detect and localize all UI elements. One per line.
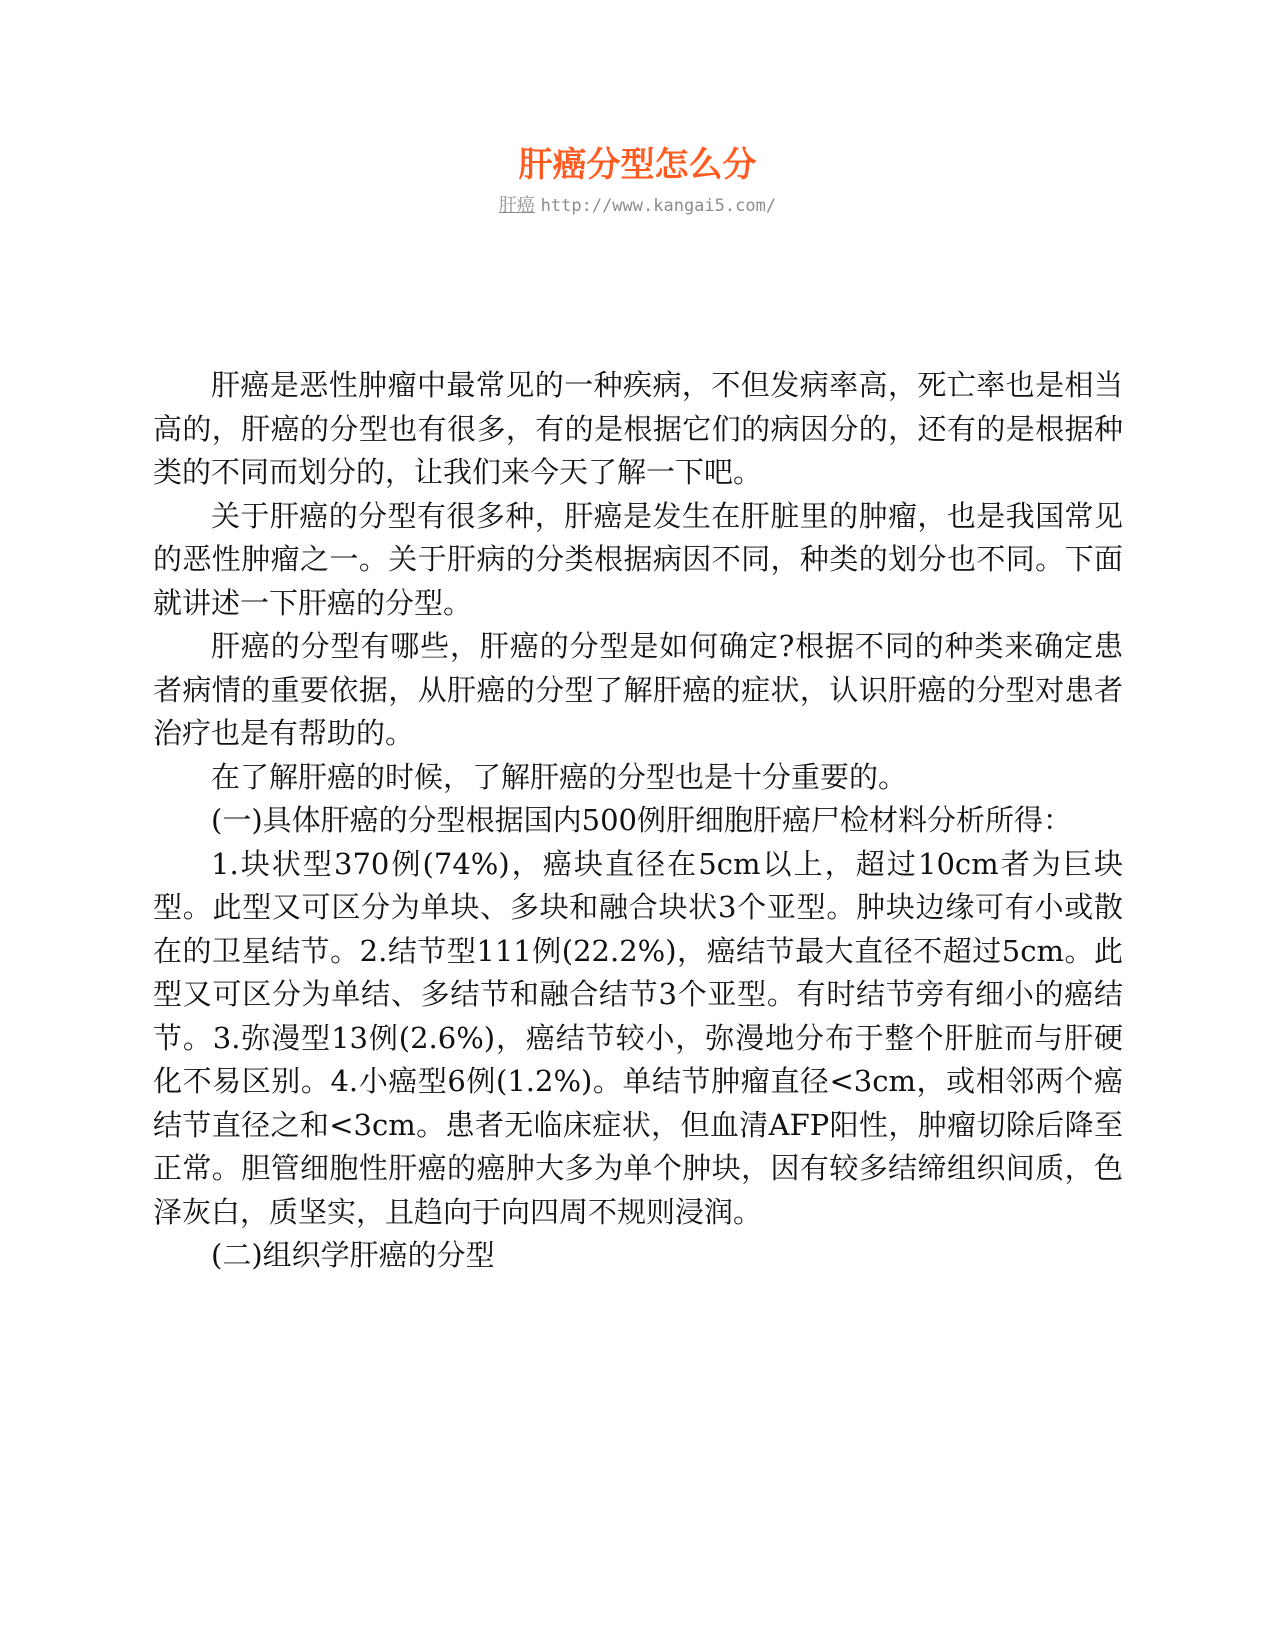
source-url: http://www.kangai5.com/ [540,196,777,216]
document-title: 肝癌分型怎么分 [518,145,757,185]
document-body [153,364,1123,1278]
source-line [0,194,1275,218]
paragraph-intro: 肝癌是恶性肿瘤中最常见的一种疾病，不但发病率高，死亡率也是相当高的，肝癌的分型也有很多，有的是根据它们的病因分的，还有的是根据种类的不同而划分的，让我们来今天了解一下吧。 [153,368,1123,489]
paragraph-section-1-detail: 1.块状型370例(74%)，癌块直径在5cm以上，超过10cm者为巨块型。此型又可区分为单块、多块和融合块状3个亚型。肿块边缘可有小或散在的卫星结节。2.结节型111例(22.2%)，癌结节最大直径不超过5cm。此型又可区分为单结、多结节和融合结节3个亚型。有时结节旁有细小的癌结节。3.弥漫型13例(2.6%)，癌结节较小，弥漫地分布于整个肝脏而与肝硬化不易区别。4.小癌型6例(1.2%)。单结节肿瘤直径<3cm，或相邻两个癌结节直径之和<3cm。患者无临床症状，但血清AFP阳性，肿瘤切除后降至正常。胆管细胞性肝癌的癌肿大多为单个肿块，因有较多结缔组织间质，色泽灰白，质坚实，且趋向于向四周不规则浸润。 [153,846,1123,1229]
paragraph-section-2-heading: (二)组织学肝癌的分型 [211,1238,495,1272]
paragraph-section-1-heading: (一)具体肝癌的分型根据国内500例肝细胞肝癌尸检材料分析所得： [211,803,1072,837]
source-link[interactable]: 肝癌 [498,195,535,216]
paragraph-importance: 在了解肝癌的时候，了解肝癌的分型也是十分重要的。 [211,759,908,794]
paragraph-overview: 关于肝癌的分型有很多种，肝癌是发生在肝脏里的肿瘤，也是我国常见的恶性肿瘤之一。关于肝病的分类根据病因不同，种类的划分也不同。下面就讲述一下肝癌的分型。 [153,498,1123,620]
paragraph-question: 肝癌的分型有哪些，肝癌的分型是如何确定?根据不同的种类来确定患者病情的重要依据，从肝癌的分型了解肝癌的症状，认识肝癌的分型对患者治疗也是有帮助的。 [153,629,1123,750]
